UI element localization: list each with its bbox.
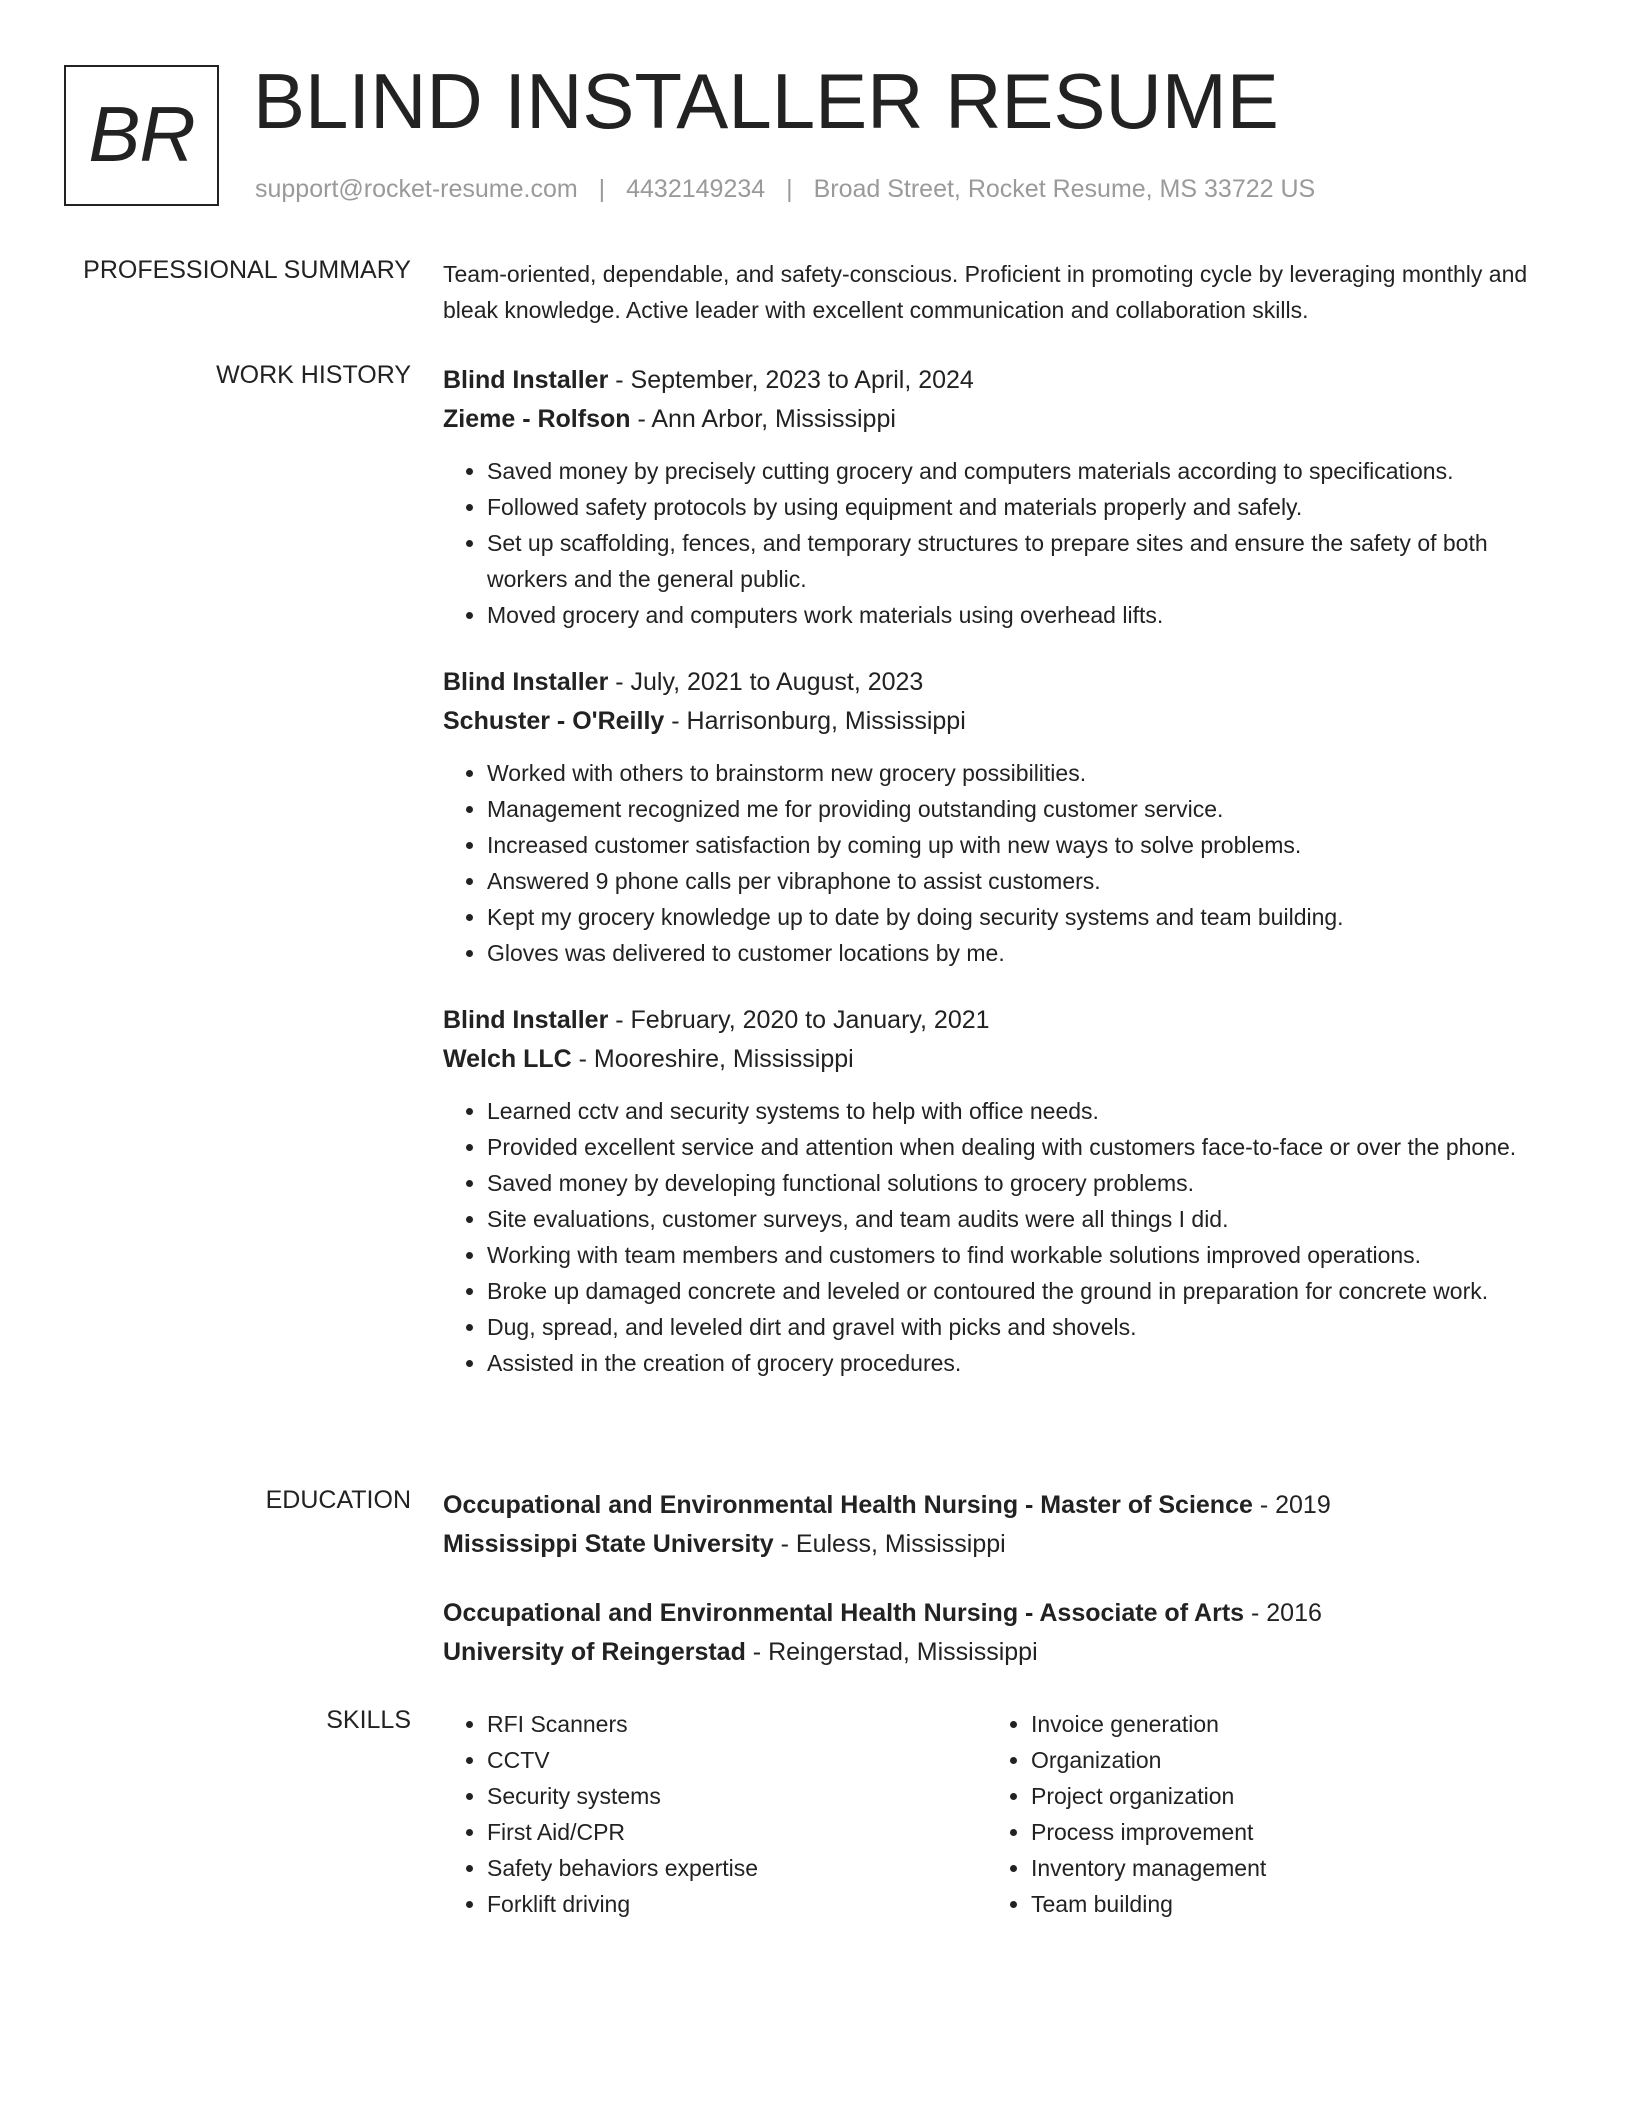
- skills-column-1: [443, 1706, 987, 1922]
- summary-text: Team-oriented, dependable, and safety-conscious. Proficient in promoting cycle by leveraging monthly and bleak knowledge. Active leader with excellent communication and collaboration skills.: [443, 261, 1528, 323]
- education-school-line: [443, 1633, 1543, 1672]
- job-bullet: • Learned cctv and security systems to help with office needs.: [487, 1093, 1543, 1129]
- skill-item: • Organization: [1031, 1742, 1531, 1778]
- summary-content: [443, 256, 1543, 328]
- job-bullet: • Moved grocery and computers work materials using overhead lifts.: [487, 597, 1543, 633]
- skills-content: [443, 1706, 1543, 1922]
- job-company: Zieme - Rolfson: [443, 405, 631, 433]
- education-school-line: [443, 1525, 1543, 1564]
- job-entry: [443, 1001, 1543, 1381]
- education-degree-line: [443, 1594, 1543, 1633]
- job-dates: - July, 2021 to August, 2023: [608, 668, 924, 696]
- job-entry: [443, 663, 1543, 971]
- education-school: University of Reingerstad: [443, 1638, 746, 1666]
- job-title: Blind Installer: [443, 366, 609, 394]
- job-title-line: [443, 361, 1543, 400]
- education-entry: [443, 1594, 1543, 1672]
- job-bullet: • Management recognized me for providing outstanding customer service.: [487, 791, 1543, 827]
- job-title-line: [443, 663, 1543, 702]
- job-bullet: • Worked with others to brainstorm new grocery possibilities.: [487, 755, 1543, 791]
- section-label-work-history: WORK HISTORY: [216, 361, 411, 389]
- job-bullet: • Dug, spread, and leveled dirt and gravel with picks and shovels.: [487, 1309, 1543, 1345]
- contact-separator: |: [786, 175, 793, 203]
- job-location: - Ann Arbor, Mississippi: [630, 405, 896, 433]
- job-bullet: • Saved money by precisely cutting grocery and computers materials according to specifications.: [487, 453, 1543, 489]
- job-company: Welch LLC: [443, 1045, 572, 1073]
- job-company-line: [443, 702, 1543, 741]
- job-entry: [443, 361, 1543, 633]
- section-label-skills: SKILLS: [326, 1706, 411, 1734]
- skill-item: • First Aid/CPR: [487, 1814, 987, 1850]
- education-year: - 2016: [1244, 1599, 1322, 1627]
- education-content: [443, 1486, 1543, 1702]
- education-degree: Occupational and Environmental Health Nursing - Associate of Arts: [443, 1599, 1245, 1627]
- contact-address: Broad Street, Rocket Resume, MS 33722 US: [813, 175, 1316, 203]
- job-bullet: • Increased customer satisfaction by coming up with new ways to solve problems.: [487, 827, 1543, 863]
- monogram-box: [64, 65, 219, 206]
- contact-email: support@rocket-resume.com: [255, 175, 578, 203]
- job-location: - Mooreshire, Mississippi: [571, 1045, 854, 1073]
- job-bullets: [443, 453, 1543, 633]
- skill-item: • Forklift driving: [487, 1886, 987, 1922]
- monogram-initials: BR: [88, 90, 195, 178]
- section-label-summary: PROFESSIONAL SUMMARY: [83, 256, 411, 284]
- job-title: Blind Installer: [443, 1006, 609, 1034]
- contact-separator: |: [598, 175, 606, 203]
- job-title-line: [443, 1001, 1543, 1040]
- education-location: - Euless, Mississippi: [773, 1530, 1006, 1558]
- skill-item: • Inventory management: [1031, 1850, 1531, 1886]
- job-bullet: • Working with team members and customers to find workable solutions improved operations.: [487, 1237, 1543, 1273]
- skill-item: • CCTV: [487, 1742, 987, 1778]
- job-bullet: • Kept my grocery knowledge up to date by doing security systems and team building.: [487, 899, 1543, 935]
- job-bullet: • Followed safety protocols by using equipment and materials properly and safely.: [487, 489, 1543, 525]
- section-label-education: EDUCATION: [265, 1486, 411, 1514]
- education-year: - 2019: [1252, 1491, 1331, 1519]
- skill-item: • Team building: [1031, 1886, 1531, 1922]
- education-degree: Occupational and Environmental Health Nursing - Master of Science: [443, 1491, 1253, 1519]
- skill-item: • RFI Scanners: [487, 1706, 987, 1742]
- contact-phone: 4432149234: [626, 175, 766, 203]
- skill-item: • Security systems: [487, 1778, 987, 1814]
- job-bullet: • Provided excellent service and attention when dealing with customers face-to-face or over the phone.: [487, 1129, 1543, 1165]
- job-bullet: • Saved money by developing functional solutions to grocery problems.: [487, 1165, 1543, 1201]
- job-dates: - February, 2020 to January, 2021: [608, 1006, 990, 1034]
- job-title: Blind Installer: [443, 668, 609, 696]
- job-bullets: [443, 755, 1543, 971]
- skill-item: • Safety behaviors expertise: [487, 1850, 987, 1886]
- education-degree-line: [443, 1486, 1543, 1525]
- job-bullet: • Gloves was delivered to customer locations by me.: [487, 935, 1543, 971]
- job-company-line: [443, 1040, 1543, 1079]
- education-location: - Reingerstad, Mississippi: [745, 1638, 1038, 1666]
- resume-title: BLIND INSTALLER RESUME: [253, 57, 1279, 145]
- job-bullet: • Set up scaffolding, fences, and temporary structures to prepare sites and ensure the safety of both workers and the general public.: [487, 525, 1543, 597]
- job-company-line: [443, 400, 1543, 439]
- job-bullet: • Answered 9 phone calls per vibraphone to assist customers.: [487, 863, 1543, 899]
- job-company: Schuster - O'Reilly: [443, 707, 665, 735]
- education-school: Mississippi State University: [443, 1530, 774, 1558]
- work-history-content: [443, 361, 1543, 1411]
- job-dates: - September, 2023 to April, 2024: [608, 366, 974, 394]
- skill-item: • Project organization: [1031, 1778, 1531, 1814]
- education-entry: [443, 1486, 1543, 1564]
- job-bullet: • Broke up damaged concrete and leveled or contoured the ground in preparation for concrete work.: [487, 1273, 1543, 1309]
- contact-line: [255, 175, 1315, 204]
- job-bullets: [443, 1093, 1543, 1381]
- skills-column-2: [987, 1706, 1531, 1922]
- job-bullet: • Assisted in the creation of grocery procedures.: [487, 1345, 1543, 1381]
- skill-item: • Process improvement: [1031, 1814, 1531, 1850]
- skill-item: • Invoice generation: [1031, 1706, 1531, 1742]
- job-location: - Harrisonburg, Mississippi: [664, 707, 966, 735]
- job-bullet: • Site evaluations, customer surveys, and team audits were all things I did.: [487, 1201, 1543, 1237]
